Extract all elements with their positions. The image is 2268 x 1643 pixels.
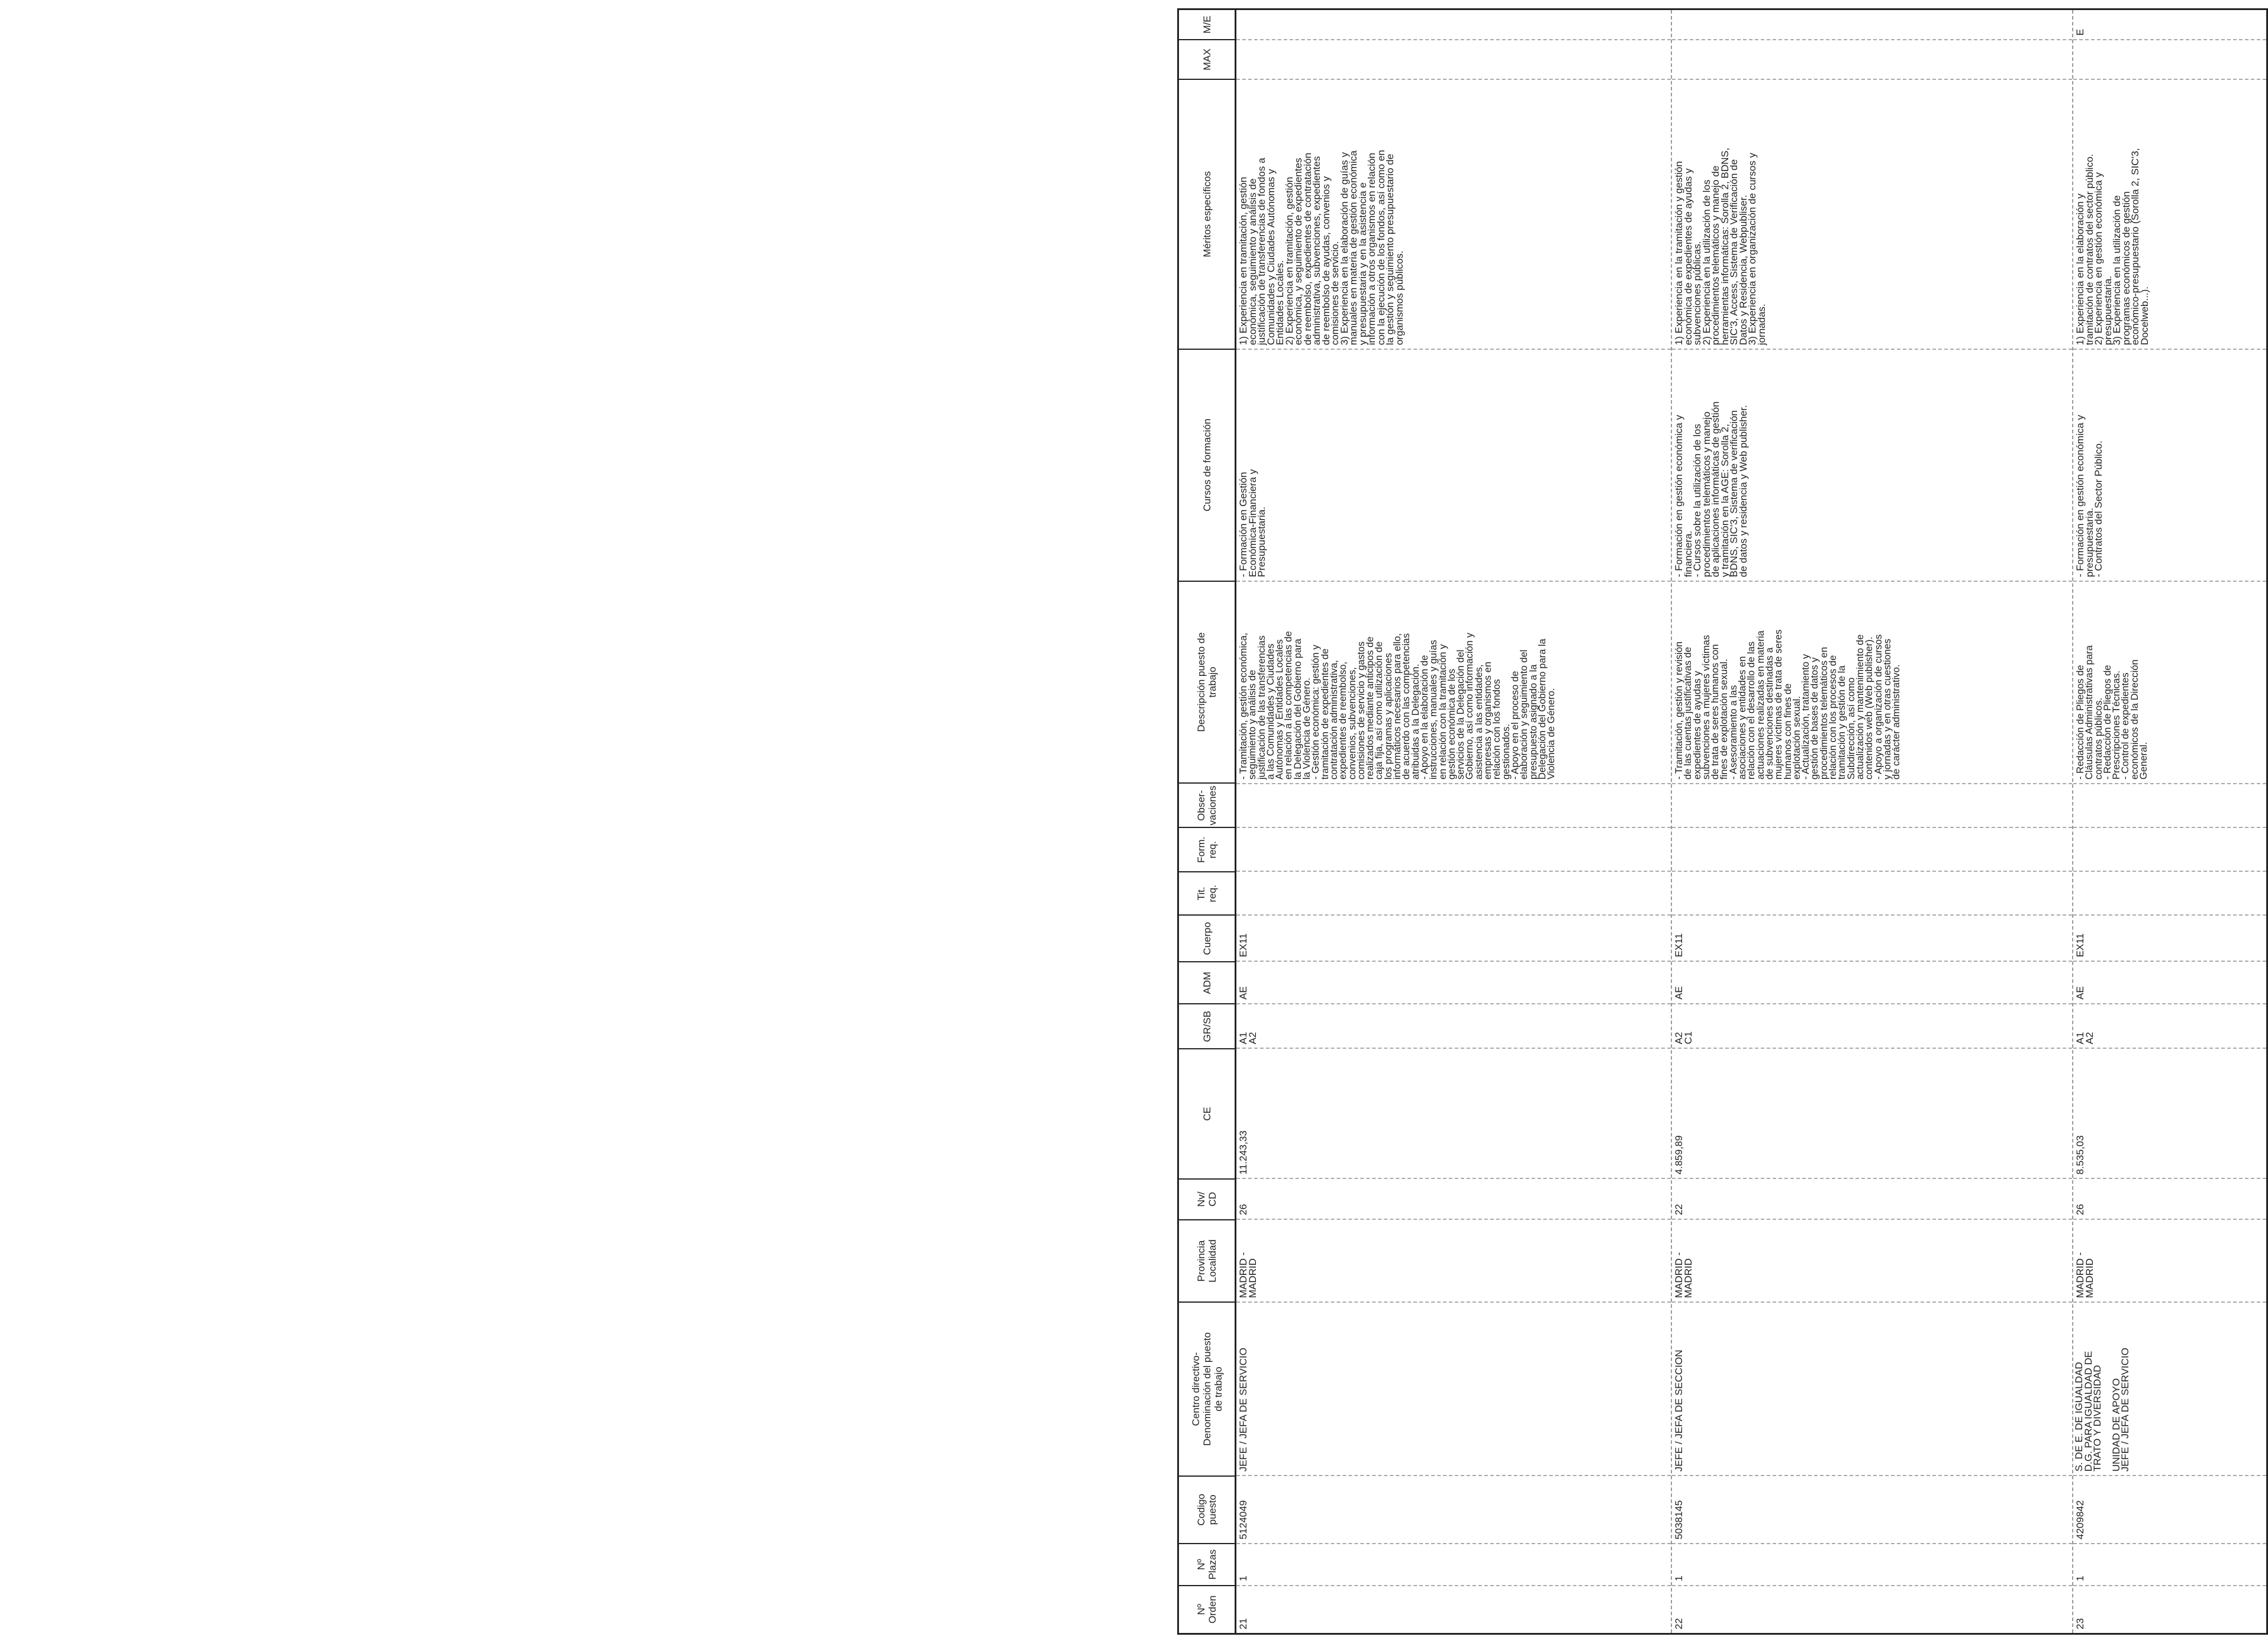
cell-cursos: - Formación en gestión económica y presupuestaria. - Contratos del Sector Público. [2073,349,2266,581]
header-ce: CE [1179,1048,1235,1178]
header-provincia: Provincia Localidad [1179,1219,1235,1302]
cell-tit [2073,871,2266,914]
cell-descripcion: - Tramitación, gestión económica, seguimiento y análisis de justificación de las transferencias a las Comunidades y Ciudades Autónomas y Entidades Locales en relación a las competencias de la Delegación del Gobierno para la Violencia de Género. - Gestión económica: gestión y tramitación de expedientes de contratación administrativa, expedientes de reembolso, convenios, subvenciones, comisiones de servicio y gastos realizados mediante anticipos de caja fija, así como utilización de los programas y aplicaciones informáticos necesarios para ello, de acuerdo con las competencias atribuidas a la Delegación. - Apoyo en la elaboración de instrucciones, manuales y guías en relación con la tramitación y gestión económica de los servicios de la Delegación del Gobierno, así como información y asistencia a las entidades, empresas y organismos en relación con los fondos gestionados. - Apoyo en el proceso de elaboración y seguimiento del presupuesto asignado a la Delegación del Gobierno para la Violencia de Género. [1236,581,1671,783]
table-header-row [1179,10,1236,1633]
cell-provincia: MADRID - MADRID [1236,1219,1671,1301]
cell-grsb: A1 A2 [2073,1003,2266,1048]
cell-plazas: 1 [1236,1543,1671,1585]
cell-nivel: 26 [1236,1178,1671,1219]
cell-provincia: MADRID - MADRID [1672,1219,2072,1301]
cell-observaciones [1672,783,2072,827]
header-descripcion: Descripción puesto de trabajo [1179,581,1235,783]
cell-cursos: - Formación en Gestión Económica-Financiera y Presupuestaria. [1236,349,1671,581]
centro-unidad: UNIDAD DE APOYO [2110,1378,2122,1472]
table-row [1236,10,1672,1633]
cell-observaciones [2073,783,2266,827]
header-me: M/E [1201,15,1213,34]
cell-meritos: 1) Experiencia en la elaboración y tramitación de contratos del sector público. 2) Experiencia en gestión económica y presupuestaria. 3) Experiencia en la utilización de programas económicos de gestión económico-presupuestario (Sorolla 2, SIC'3, Docelweb...). [2073,79,2266,349]
header-form: Form. req. [1179,827,1235,871]
table-row [1672,10,2073,1633]
cell-denominacion: JEFE / JEFA DE SERVICIO [2119,1347,2131,1472]
cell-codigo: 4209842 [2073,1475,2266,1543]
cell-me [1236,10,1671,39]
cell-descripcion: - Redacción de Pliegos de Cláusulas Administrativas para contratos públicos. - Redacción de Pliegos de Prescripciones Técnicas. - Control de expedientes económicos de la Dirección General. [2073,581,2266,783]
cell-denominacion: JEFE / JEFA DE SECCION [1672,1301,2072,1475]
centro-section-heading: S. DE E. DE IGUALDAD [2073,1362,2085,1472]
cell-adm: AE [2073,961,2266,1003]
cell-form [2073,827,2266,871]
cell-grsb: A1 A2 [1236,1003,1671,1048]
cell-form [1672,827,2072,871]
header-meritos: Méritos específicos [1179,79,1235,349]
cell-observaciones [1236,783,1671,827]
cell-meritos: 1) Experiencia en tramitación, gestión económica, seguimiento y análisis de justificación de transferencias de fondos a Comunidades y Ciudades Autónomas y Entidades Locales. 2) Experiencia en tramitación, gestión económica, y seguimiento de expedientes de reembolso, expedientes de contratación administrativa, subvenciones, expedientes de reembolso de ayudas, convenios y comisiones de servicio. 3) Experiencia en la elaboración de guías y manuales en materia de gestión económica y presupuestaria y en la asistencia e información a otros organismos en relación con la ejecución de los fondos, así como en la gestión y seguimiento presupuestario de organismos públicos. [1236,79,1671,349]
cell-ce: 4.859,89 [1672,1048,2072,1178]
cell-adm: AE [1236,961,1671,1003]
cell-codigo: 5038145 [1672,1475,2072,1543]
cell-grsb: A2 C1 [1672,1003,2072,1048]
cell-me: E [2074,28,2086,36]
header-centro: Centro directivo- Denominación del puesto de trabajo [1179,1301,1235,1475]
header-max: MAX [1179,39,1235,79]
cell-orden: 21 [1236,1585,1671,1633]
cell-nivel: 26 [2073,1178,2266,1219]
cell-nivel: 22 [1672,1178,2072,1219]
cell-provincia: MADRID - MADRID [2073,1219,2266,1301]
centro-direccion-general: D.G. PARA IGUALDAD DE TRATO Y DIVERSIDAD [2082,1351,2103,1472]
cell-tit [1236,871,1671,914]
header-grsb: GR/SB [1179,1003,1235,1048]
positions-table [1179,10,2266,1633]
cell-plazas: 1 [2073,1543,2266,1585]
cell-form [1236,827,1671,871]
header-plazas: Nº Plazas [1179,1543,1235,1585]
cell-max [2073,39,2266,79]
table-row [2073,10,2266,1633]
header-cursos: Cursos de formación [1179,349,1235,581]
cell-adm: AE [1672,961,2072,1003]
cell-denominacion: JEFE / JEFA DE SERVICIO [1236,1301,1671,1475]
cell-meritos: 1) Experiencia en la tramitación y gestión económica de expedientes de ayudas y subvenciones públicas. 2) Experiencia en la utilización de los procedimientos telemáticos y manejo de herramientas informáticas: Sorolla 2, BDNS, SIC'3, Access, Sistema de Verificación de Datos y Residencia, Webpubliser. 3) Experiencia en organización de cursos y jornadas. [1672,79,2072,349]
cell-descripcion: - Tramitación, gestión y revisión de las cuentas justificativas de expedientes de ayudas y subvenciones a mujeres víctimas de trata de seres humanos con fines de explotación sexual. - Asesoramiento a las asociaciones y entidades en relación con el desarrollo de las actuaciones realizadas en materia de subvenciones destinadas a mujeres víctimas de trata de seres humanos con fines de explotación sexual. - Actualización, tratamiento y gestión de bases de datos y procedimientos telemáticos en relación con los procesos de tramitación y gestión de la Subdirección, así como actualización y mantenimiento de contenidos web (Web publisher). - Apoyo a organización de cursos y jornadas y en otras cuestiones de carácter administrativo. [1672,581,2072,783]
cell-tit [1672,871,2072,914]
header-adm: ADM [1179,961,1235,1004]
header-codigo: Codigo puesto [1179,1476,1235,1544]
cell-ce: 8.535,03 [2073,1048,2266,1178]
cell-orden: 22 [1672,1585,2072,1633]
cell-centro-denominacion [2073,1301,2266,1475]
cell-ce: 11.243,33 [1236,1048,1671,1178]
cell-cuerpo: EX11 [2073,914,2266,961]
cell-cuerpo: EX11 [1672,914,2072,961]
cell-max [1672,39,2072,79]
cell-orden: 23 [2073,1585,2266,1633]
cell-me [1672,10,2072,39]
rotated-document-sheet [1177,8,2268,1635]
header-orden: Nº Orden [1179,1585,1235,1633]
cell-cursos: - Formación en gestión económica y financiera. - Cursos sobre la utilización de los procedimientos telemáticos y manejo de aplicaciones informáticas de gestión y tramitación en la AGE: Sorolla 2, BDNS, SIC'3, Sistema de verificación de datos y residencia y Web publisher. [1672,349,2072,581]
header-nivel: Nv/ CD [1179,1178,1235,1219]
header-cuerpo: Cuerpo [1179,914,1235,961]
cell-cuerpo: EX11 [1236,914,1671,961]
header-observaciones: Obser- vaciones [1179,782,1235,827]
cell-plazas: 1 [1672,1543,2072,1585]
header-tit: Tit. req. [1179,871,1235,915]
cell-max [1236,39,1671,79]
cell-codigo: 5124049 [1236,1475,1671,1543]
